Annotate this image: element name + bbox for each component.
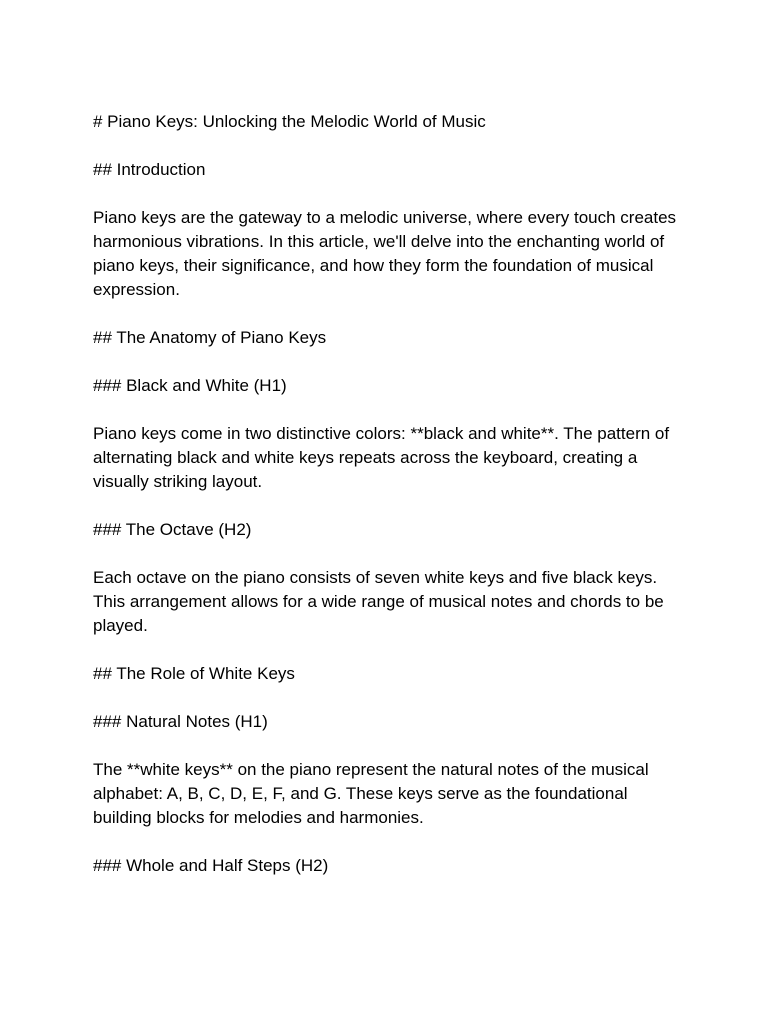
subheading-black-and-white: ### Black and White (H1) [93,376,287,395]
spacer [93,302,683,326]
paragraph-black-and-white: Piano keys come in two distinctive colors: **black and white**. The pattern of alternating black and white keys repeats across the keyboard, creating a visually striking layout. [93,424,674,491]
spacer [93,542,683,566]
section-heading-white-keys: ## The Role of White Keys [93,664,295,683]
spacer [93,734,683,758]
spacer [93,134,683,158]
spacer [93,350,683,374]
document-body [93,110,683,878]
spacer [93,398,683,422]
paragraph-octave: Each octave on the piano consists of seven white keys and five black keys. This arrangement allows for a wide range of musical notes and chords to be played. [93,568,669,635]
subheading-octave: ### The Octave (H2) [93,520,252,539]
section-heading-anatomy: ## The Anatomy of Piano Keys [93,328,327,347]
paragraph-introduction: Piano keys are the gateway to a melodic universe, where every touch creates harmonious vibrations. In this article, we'll delve into the enchanting world of piano keys, their significance, and how they form the foundation of musical expression. [93,208,681,299]
paragraph-natural-notes: The **white keys** on the piano represent the natural notes of the musical alphabet: A, B, C, D, E, F, and G. These keys serve as the foundational building blocks for melodies and harmonies. [93,760,654,827]
subheading-natural-notes: ### Natural Notes (H1) [93,712,268,731]
document-title: # Piano Keys: Unlocking the Melodic World of Music [93,112,486,131]
subheading-whole-half-steps: ### Whole and Half Steps (H2) [93,856,329,875]
spacer [93,830,683,854]
spacer [93,182,683,206]
spacer [93,638,683,662]
section-heading-introduction: ## Introduction [93,160,206,179]
spacer [93,686,683,710]
spacer [93,494,683,518]
